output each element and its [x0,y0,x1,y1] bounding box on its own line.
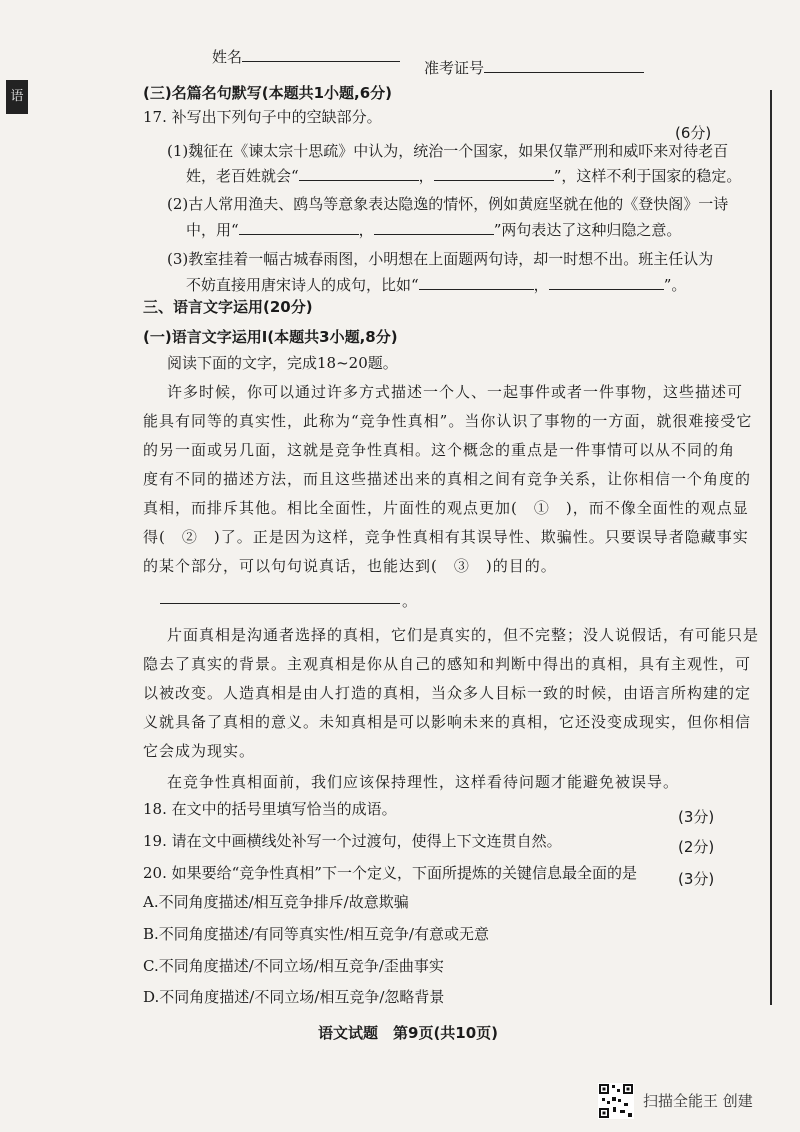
q18: 18. 在文中的括号里填写恰当的成语。 [143,800,397,818]
option-b: B.不同角度描述/有同等真实性/相互竞争/有意或无意 [143,925,489,943]
q18-points: (3分) [678,808,715,826]
q20: 20. 如果要给“竞争性真相”下一个定义，下面所提炼的关键信息最全面的是 [143,864,637,882]
passage-p2-l5: 它会成为现实。 [143,742,256,760]
passage-p3: 在竞争性真相面前，我们应该保持理性，这样看待问题才能避免被误导。 [167,773,680,791]
passage-p1-l7: 的某个部分，可以句句说真话，也能达到( ③ )的目的。 [143,557,557,575]
scanner-watermark: 扫描全能王 创建 [643,1092,753,1110]
part3-sub1: (一)语言文字运用Ⅰ(本题共3小题,8分) [143,328,398,346]
passage-p2-l4: 义就具备了真相的意义。未知真相是可以影响未来的真相，它还没变成现实，但你相信 [143,713,752,731]
passage-p1-l5: 真相，而排斥其他。相比全面性，片面性的观点更加( ① )，而不像全面性的观点显 [143,499,749,517]
passage-p1-l1: 许多时候，你可以通过许多方式描述一个人、一起事件或者一件事物，这些描述可 [167,383,744,401]
q17-3-line1: (3)教室挂着一幅古城春雨图，小明想在上面题两句诗，却一时想不出。班主任认为 [167,250,714,268]
q19: 19. 请在文中画横线处补写一个过渡句，使得上下文连贯自然。 [143,832,562,850]
passage-p1-l2: 能具有同等的真实性，此称为“竞争性真相”。当你认识了事物的一方面，就很难接受它 [143,412,753,430]
part3-title: 三、语言文字运用(20分) [143,298,313,316]
passage-p2-l3: 以被改变。人造真相是由人打造的真相，当众多人目标一致的时候，由语言所构建的定 [143,684,752,702]
q17-points: (6分) [675,124,712,142]
passage-p2-l2: 隐去了真实的背景。主观真相是你从自己的感知和判断中得出的真相，具有主观性，可 [143,655,752,673]
q20-points: (3分) [678,870,715,888]
q17-1-line1: (1)魏征在《谏太宗十思疏》中认为，统治一个国家，如果仅靠严刑和威吓来对待老百 [167,142,729,160]
q17-2-line1: (2)古人常用渔夫、鸥鸟等意象表达隐逸的情怀，例如黄庭坚就在他的《登快阁》一诗 [167,195,729,213]
reading-intro: 阅读下面的文字，完成18~20题。 [167,354,398,372]
page-number: 语文试题 第9页(共10页) [318,1024,499,1042]
transition-blank [160,603,400,604]
name-field [212,46,400,67]
q17: 17. 补写出下列句子中的空缺部分。 [143,108,382,126]
id-label: 准考证号 [424,59,485,77]
section-title: (三)名篇名句默写(本题共1小题,6分) [143,84,392,102]
name-label: 姓名 [212,48,243,66]
passage-p1-l3: 的另一面或另几面，这就是竞争性真相。这个概念的重点是一件事情可以从不同的角 [143,441,736,459]
passage-p1-l6: 得( ② )了。正是因为这样，竞争性真相有其误导性、欺骗性。只要误导者隐藏事实 [143,528,749,546]
blank-end: 。 [402,592,418,610]
option-a: A.不同角度描述/相互竞争排斥/故意欺骗 [143,893,409,911]
option-c: C.不同角度描述/不同立场/相互竞争/歪曲事实 [143,957,444,975]
passage-p1-l4: 度有不同的描述方法，而且这些描述出来的真相之间有竞争关系，让你相信一个角度的 [143,470,752,488]
qr-code-icon [598,1083,634,1119]
subject-tab: 语 [6,80,28,114]
q19-points: (2分) [678,838,715,856]
q17-1-line2: 姓，老百姓就会“ ， ”，这样不利于国家的稳定。 [186,167,742,185]
q17-2-line2: 中，用“ ， ”两句表达了这种归隐之意。 [186,221,682,239]
id-field [424,57,644,78]
q17-3-line2: 不妨直接用唐宋诗人的成句，比如“ ， ”。 [186,276,687,294]
passage-p2-l1: 片面真相是沟通者选择的真相，它们是真实的，但不完整；没人说假话，有可能只是 [167,626,760,644]
margin-line [770,90,772,1005]
option-d: D.不同角度描述/不同立场/相互竞争/忽略背景 [143,988,445,1006]
